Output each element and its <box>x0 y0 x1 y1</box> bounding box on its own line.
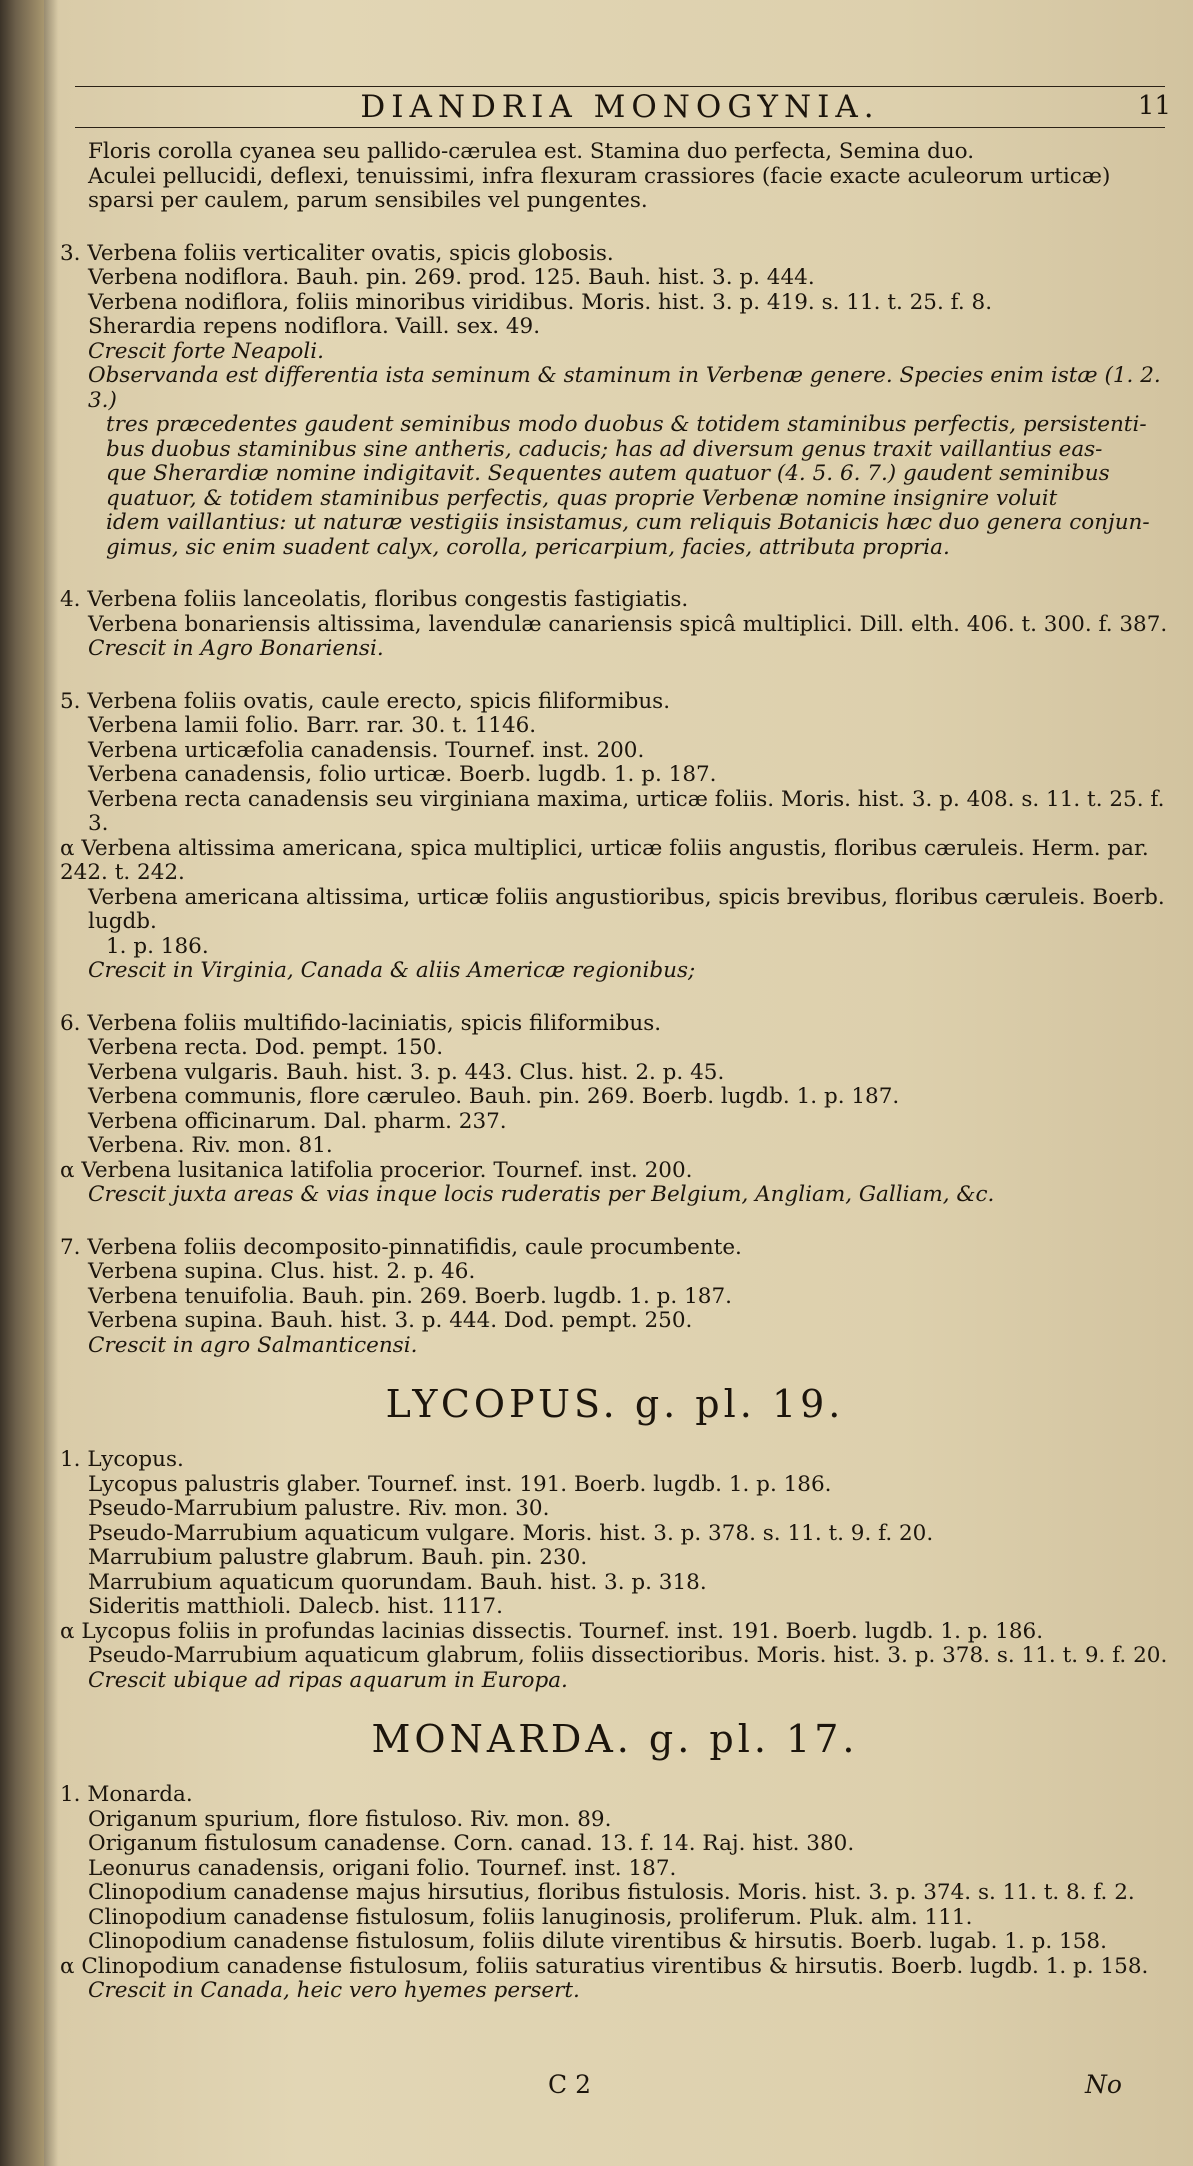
variety-line: α Verbena lusitanica latifolia procerior. Tournef. inst. 200. <box>60 1157 693 1183</box>
synonym-line: Leonurus canadensis, origani folio. Tournef. inst. 187. <box>88 1855 677 1881</box>
species-heading: 6. Verbena foliis multifido-laciniatis, spicis filiformibus. <box>60 1010 662 1036</box>
synonym-line: Verbena recta. Dod. pempt. 150. <box>88 1035 444 1060</box>
synonym-line: Verbena urticæfolia canadensis. Tournef. inst. 200. <box>88 737 645 763</box>
synonym-line: 1. p. 186. <box>106 933 209 959</box>
habitat-line: Crescit in Virginia, Canada & aliis Americæ regionibus; <box>88 958 696 983</box>
synonym-line: Origanum spurium, flore fistuloso. Riv. mon. 89. <box>88 1806 612 1832</box>
intro-line: Aculei pellucidi, deflexi, tenuissimi, infra flexuram crassiores (facie exacte aculeorum urticæ) <box>88 163 1111 189</box>
synonym-line: Verbena nodiflora. Bauh. pin. 269. prod. 125. Bauh. hist. 3. p. 444. <box>88 265 815 290</box>
synonym-line: Sherardia repens nodiflora. Vaill. sex. 49. <box>88 314 541 339</box>
synonym-line: Lycopus palustris glaber. Tournef. inst. 191. Boerb. lugdb. 1. p. 186. <box>88 1471 832 1497</box>
catchword: No <box>1085 2070 1122 2099</box>
synonym-line: Pseudo-Marrubium palustre. Riv. mon. 30. <box>88 1496 550 1521</box>
synonym-line: Verbena tenuifolia. Bauh. pin. 269. Boerb. lugdb. 1. p. 187. <box>88 1283 732 1309</box>
species-heading: 4. Verbena foliis lanceolatis, floribus congestis fastigiatis. <box>60 587 689 612</box>
synonym-line: Clinopodium canadense fistulosum, foliis lanuginosis, proliferum. Pluk. alm. 111. <box>88 1904 973 1930</box>
gutter-shadow <box>44 0 58 2166</box>
variety-line: α Verbena altissima americana, spica multiplici, urticæ foliis angustis, floribus cæruleis. Herm. par. 242. t. 242. <box>60 835 1149 885</box>
note-line: bus duobus staminibus sine antheris, caducis; has ad diversum genus traxit vaillantius eas- <box>106 436 1103 462</box>
synonym-line: Origanum fistulosum canadense. Corn. canad. 13. f. 14. Raj. hist. 380. <box>88 1831 855 1856</box>
note-line: Observanda est differentia ista seminum & staminum in Verbenæ genere. Species enim istæ (1. 2. 3.) <box>88 363 1161 413</box>
running-title: DIANDRIA MONOGYNIA. <box>360 89 880 125</box>
genus-heading-lycopus: LYCOPUS. g. pl. 19. <box>385 1382 845 1426</box>
habitat-line: Crescit juxta areas & vias inque locis ruderatis per Belgium, Angliam, Galliam, &c. <box>88 1182 995 1207</box>
synonym-line: Clinopodium canadense fistulosum, foliis dilute virentibus & hirsutis. Boerb. lugab. 1. p. 158. <box>88 1929 1107 1954</box>
running-header <box>75 86 1171 128</box>
synonym-line: Pseudo-Marrubium aquaticum glabrum, foliis dissectioribus. Moris. hist. 3. p. 378. s. 11. t. 9. f. 20. <box>88 1643 1168 1668</box>
synonym-line: Verbena communis, flore cæruleo. Bauh. pin. 269. Boerb. lugdb. 1. p. 187. <box>88 1084 900 1109</box>
binding-gutter <box>0 0 44 2166</box>
synonym-line: Verbena nodiflora, foliis minoribus viridibus. Moris. hist. 3. p. 419. s. 11. t. 25. f. 8. <box>88 289 993 315</box>
genus-heading-monarda: MONARDA. g. pl. 17. <box>371 1717 859 1761</box>
synonym-line: Marrubium aquaticum quorundam. Bauh. hist. 3. p. 318. <box>88 1569 707 1595</box>
note-line: idem vaillantius: ut naturæ vestigiis insistamus, cum reliquis Botanicis hæc duo genera conjun- <box>106 510 1150 535</box>
species-heading: 5. Verbena foliis ovatis, caule erecto, spicis filiformibus. <box>60 688 671 714</box>
synonym-line: Sideritis matthioli. Dalecb. hist. 1117. <box>88 1594 503 1619</box>
synonym-line: Clinopodium canadense majus hirsutius, floribus fistulosis. Moris. hist. 3. p. 374. s. 11. t. 8. f. 2. <box>88 1880 1135 1905</box>
signature-mark: C 2 <box>548 2070 591 2099</box>
note-line: gimus, sic enim suadent calyx, corolla, pericarpium, facies, attributa propria. <box>106 534 950 560</box>
species-heading: 1. Lycopus. <box>60 1447 184 1472</box>
synonym-line: Verbena supina. Bauh. hist. 3. p. 444. Dod. pempt. 250. <box>88 1308 693 1333</box>
intro-line: sparsi per caulem, parum sensibiles vel pungentes. <box>88 188 648 213</box>
synonym-line: Verbena canadensis, folio urticæ. Boerb. lugdb. 1. p. 187. <box>88 762 717 787</box>
species-heading: 3. Verbena foliis verticaliter ovatis, spicis globosis. <box>60 240 614 266</box>
species-heading: 7. Verbena foliis decomposito-pinnatifidis, caule procumbente. <box>60 1234 742 1260</box>
synonym-line: Verbena recta canadensis seu virginiana maxima, urticæ foliis. Moris. hist. 3. p. 408. s. 11. t. 25. f. 3. <box>88 786 1165 836</box>
page-number: 11 <box>1137 91 1171 121</box>
synonym-line: Verbena officinarum. Dal. pharm. 237. <box>88 1108 507 1134</box>
synonym-line: Verbena bonariensis altissima, lavendulæ canariensis spicâ multiplici. Dill. elth. 406. t. 300. f. 387. <box>88 611 1168 637</box>
species-heading: 1. Monarda. <box>60 1782 193 1807</box>
habitat-line: Crescit ubique ad ripas aquarum in Europa. <box>88 1667 568 1693</box>
page-body <box>60 140 1170 2004</box>
variety-line: α Clinopodium canadense fistulosum, foliis saturatius virentibus & hirsutis. Boerb. lugdb. 1. p. 158. <box>60 1953 1149 1979</box>
synonym-line: Verbena americana altissima, urticæ foliis angustioribus, spicis brevibus, floribus cæruleis. Boerb. lugdb. <box>88 884 1165 934</box>
synonym-line: Verbena. Riv. mon. 81. <box>88 1133 333 1158</box>
variety-line: α Lycopus foliis in profundas lacinias dissectis. Tournef. inst. 191. Boerb. lugdb. 1. p. 186. <box>60 1618 1044 1644</box>
synonym-line: Verbena lamii folio. Barr. rar. 30. t. 1146. <box>88 713 537 738</box>
habitat-line: Crescit in Agro Bonariensi. <box>88 636 384 661</box>
note-line: que Sherardiæ nomine indigitavit. Sequentes autem quatuor (4. 5. 6. 7.) gaudent seminibus <box>106 461 1110 486</box>
synonym-line: Verbena supina. Clus. hist. 2. p. 46. <box>88 1259 476 1284</box>
habitat-line: Crescit forte Neapoli. <box>88 338 324 364</box>
intro-line: Floris corolla cyanea seu pallido-cærulea est. Stamina duo perfecta, Semina duo. <box>88 139 975 164</box>
note-line: quatuor, & totidem staminibus perfectis, quas proprie Verbenæ nomine insignire voluit <box>106 485 1058 511</box>
synonym-line: Verbena vulgaris. Bauh. hist. 3. p. 443. Clus. hist. 2. p. 45. <box>88 1059 725 1085</box>
habitat-line: Crescit in Canada, heic vero hyemes persert. <box>88 1978 580 2003</box>
synonym-line: Marrubium palustre glabrum. Bauh. pin. 230. <box>88 1545 588 1570</box>
synonym-line: Pseudo-Marrubium aquaticum vulgare. Moris. hist. 3. p. 378. s. 11. t. 9. f. 20. <box>88 1520 934 1546</box>
habitat-line: Crescit in agro Salmanticensi. <box>88 1332 418 1358</box>
note-line: tres præcedentes gaudent seminibus modo duobus & totidem staminibus perfectis, persistenti- <box>106 412 1147 437</box>
